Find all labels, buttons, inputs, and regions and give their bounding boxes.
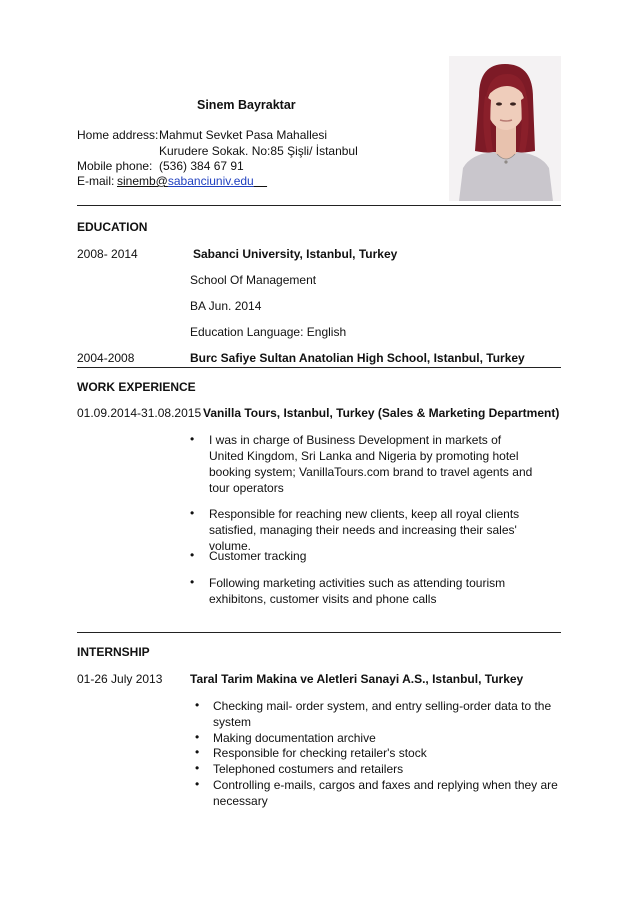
internship-bullet: Telephoned costumers and retailers: [213, 762, 404, 776]
education-school: Burc Safiye Sultan Anatolian High School, Istanbul, Turkey: [190, 351, 525, 365]
address-line-1: Mahmut Sevket Pasa Mahallesi: [159, 128, 328, 142]
email-link[interactable]: [117, 174, 267, 189]
bullet-icon: •: [195, 761, 200, 775]
email-label: E-mail:: [77, 174, 115, 188]
work-employer: Vanilla Tours, Istanbul, Turkey (Sales & Marketing Department): [203, 406, 560, 420]
internship-bullet: Responsible for checking retailer's stock: [213, 746, 427, 760]
education-school: Sabanci University, Istanbul, Turkey: [193, 247, 398, 261]
address-line-2: Kurudere Sokak. No:85 Şişli/ İstanbul: [159, 144, 358, 158]
profile-photo: [449, 56, 561, 201]
bullet-icon: •: [195, 730, 200, 744]
internship-dates: 01-26 July 2013: [77, 672, 163, 686]
work-bullet: Following marketing activities such as attending tourism exhibitons, customer visits and phone calls: [209, 576, 506, 606]
work-bullet: Responsible for reaching new clients, keep all royal clients satisfied, managing their needs and increasing their sales' volume.: [209, 507, 520, 553]
email-user: sinemb@: [117, 174, 168, 188]
work-bullet: Customer tracking: [209, 549, 307, 563]
home-address-label: Home address:: [77, 128, 159, 142]
education-dates: 2004-2008: [77, 351, 135, 365]
education-detail: BA Jun. 2014: [190, 299, 262, 313]
email-domain[interactable]: sabanciuniv.edu: [167, 174, 254, 188]
education-heading: EDUCATION: [77, 220, 148, 234]
divider: [77, 632, 561, 633]
bullet-icon: •: [190, 506, 195, 520]
education-detail: Education Language: English: [190, 325, 347, 339]
bullet-icon: •: [195, 698, 200, 712]
internship-bullet: Checking mail- order system, and entry selling-order data to the system: [213, 699, 552, 729]
education-dates: 2008- 2014: [77, 247, 138, 261]
work-bullet: I was in charge of Business Development in markets of United Kingdom, Sri Lanka and Nigeria by promoting hotel booking system; VanillaTours.com brand to travel agents and tour operators: [209, 433, 533, 495]
divider: [77, 367, 561, 368]
bullet-icon: •: [195, 777, 200, 791]
portrait-image: [449, 56, 561, 201]
work-dates: 01.09.2014-31.08.2015: [77, 406, 202, 420]
mobile-phone: (536) 384 67 91: [159, 159, 244, 173]
work-heading: WORK EXPERIENCE: [77, 380, 196, 394]
internship-bullet: Making documentation archive: [213, 731, 376, 745]
bullet-icon: •: [195, 745, 200, 759]
candidate-name: Sinem Bayraktar: [197, 98, 296, 112]
mobile-label: Mobile phone:: [77, 159, 153, 173]
bullet-icon: •: [190, 548, 195, 562]
internship-bullet: Controlling e-mails, cargos and faxes and replying when they are necessary: [213, 778, 558, 808]
internship-employer: Taral Tarim Makina ve Aletleri Sanayi A.S., Istanbul, Turkey: [190, 672, 524, 686]
bullet-icon: •: [190, 575, 195, 589]
internship-heading: INTERNSHIP: [77, 645, 150, 659]
bullet-icon: •: [190, 432, 195, 446]
divider: [77, 205, 561, 206]
education-detail: School Of Management: [190, 273, 317, 287]
